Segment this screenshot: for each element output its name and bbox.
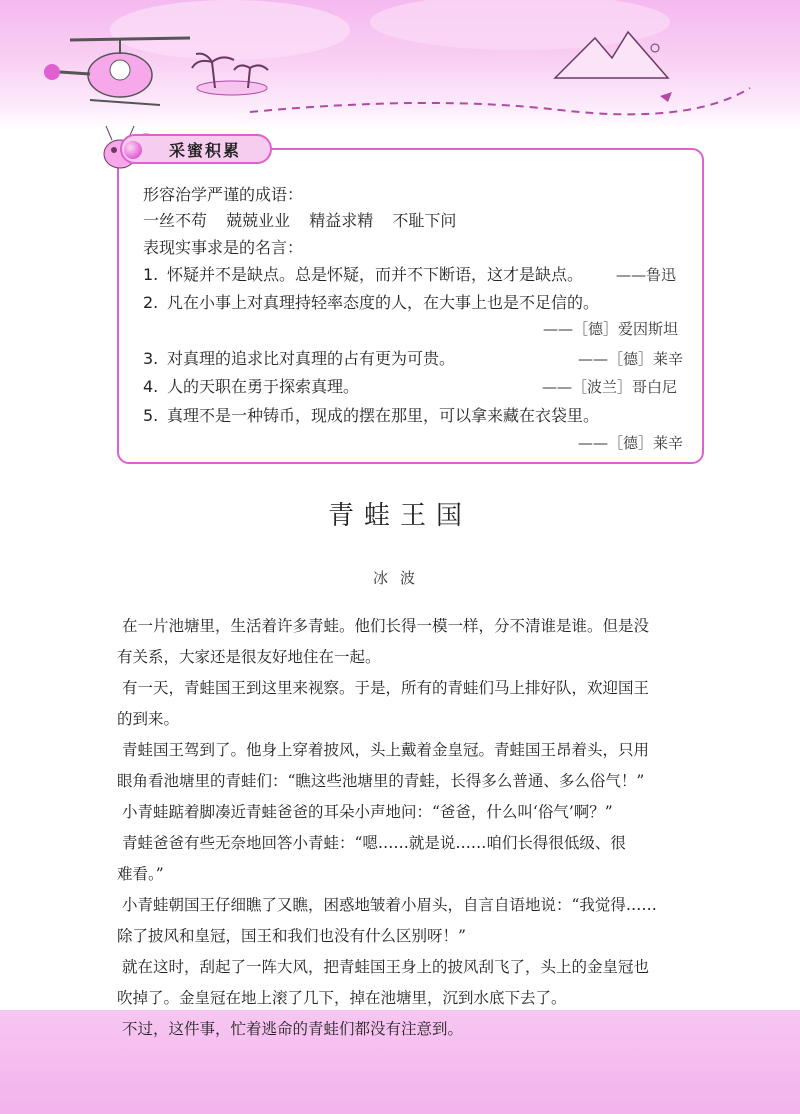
idiom-item: 精益求精 bbox=[309, 211, 374, 230]
quote-text: 真理不是一种铸币，现成的摆在那里，可以拿来藏在衣袋里。 bbox=[167, 406, 600, 425]
quote-author: ——［波兰］哥白尼 bbox=[542, 378, 678, 396]
story-title: 青蛙王国 bbox=[327, 501, 472, 531]
header-banner bbox=[0, 0, 800, 130]
story-line: 小青蛙朝国王仔细瞧了又瞧，困惑地皱着小眉头，自言自语地说：“我觉得…… bbox=[122, 896, 657, 914]
story-line: 青蛙爸爸有些无奈地回答小青蛙：“嗯……就是说……咱们长得很低级、很 bbox=[122, 834, 626, 852]
quote-number: 1. bbox=[143, 265, 159, 284]
quote-number: 5. bbox=[143, 406, 159, 425]
quote-number: 3. bbox=[143, 349, 159, 368]
quote-author: ——［德］莱辛 bbox=[578, 434, 684, 452]
quote-author: ——［德］爱因斯坦 bbox=[543, 320, 679, 338]
header-illustration bbox=[0, 0, 800, 130]
idiom-item: 兢兢业业 bbox=[226, 211, 291, 230]
tab-dot-icon bbox=[124, 141, 142, 159]
quote-number: 2. bbox=[143, 293, 159, 312]
story-line: 在一片池塘里，生活着许多青蛙。他们长得一模一样，分不清谁是谁。但是没 bbox=[122, 617, 650, 635]
quote-item bbox=[143, 262, 583, 285]
vocab-tab-label: 采蜜积累 bbox=[120, 134, 272, 164]
story-author: 冰波 bbox=[372, 569, 427, 587]
quote-item bbox=[143, 290, 599, 313]
idiom-item: 不耻下问 bbox=[392, 211, 457, 230]
story-line: 不过，这件事，忙着逃命的青蛙们都没有注意到。 bbox=[122, 1020, 464, 1038]
quote-text: 人的天职在勇于探索真理。 bbox=[167, 377, 360, 396]
story-line: 青蛙国王驾到了。他身上穿着披风，头上戴着金皇冠。青蛙国王昂着头，只用 bbox=[122, 741, 650, 759]
story-line: 眼角看池塘里的青蛙们：“瞧这些池塘里的青蛙，长得多么普通、多么俗气！” bbox=[117, 772, 645, 790]
story-line: 的到来。 bbox=[117, 710, 180, 728]
quote-item bbox=[143, 374, 359, 397]
story-line: 有一天，青蛙国王到这里来视察。于是，所有的青蛙们马上排好队，欢迎国王 bbox=[122, 679, 650, 697]
quote-item bbox=[143, 403, 599, 426]
quote-number: 4. bbox=[143, 377, 159, 396]
story-line: 难看。” bbox=[117, 865, 164, 883]
quote-text: 凡在小事上对真理持轻率态度的人，在大事上也是不足信的。 bbox=[167, 293, 600, 312]
story-line: 吹掉了。金皇冠在地上滚了几下，掉在池塘里，沉到水底下去了。 bbox=[117, 989, 567, 1007]
story-line: 就在这时，刮起了一阵大风，把青蛙国王身上的披风刮飞了，头上的金皇冠也 bbox=[122, 958, 650, 976]
quote-heading: 表现实事求是的名言： bbox=[143, 238, 304, 257]
quote-text: 对真理的追求比对真理的占有更为可贵。 bbox=[167, 349, 456, 368]
story-line: 小青蛙踮着脚凑近青蛙爸爸的耳朵小声地问：“爸爸，什么叫‘俗气’啊？” bbox=[122, 803, 613, 821]
quote-item bbox=[143, 346, 455, 369]
idiom-heading: 形容治学严谨的成语： bbox=[143, 185, 304, 204]
story-line: 除了披风和皇冠，国王和我们也没有什么区别呀！” bbox=[117, 927, 466, 945]
quote-author: ——［德］莱辛 bbox=[578, 350, 684, 368]
quote-text: 怀疑并不是缺点。总是怀疑，而并不下断语，这才是缺点。 bbox=[167, 265, 584, 284]
idiom-item: 一丝不苟 bbox=[143, 211, 208, 230]
idiom-list bbox=[143, 208, 470, 231]
story-line: 有关系，大家还是很友好地住在一起。 bbox=[117, 648, 381, 666]
quote-author: ——鲁迅 bbox=[616, 266, 677, 284]
